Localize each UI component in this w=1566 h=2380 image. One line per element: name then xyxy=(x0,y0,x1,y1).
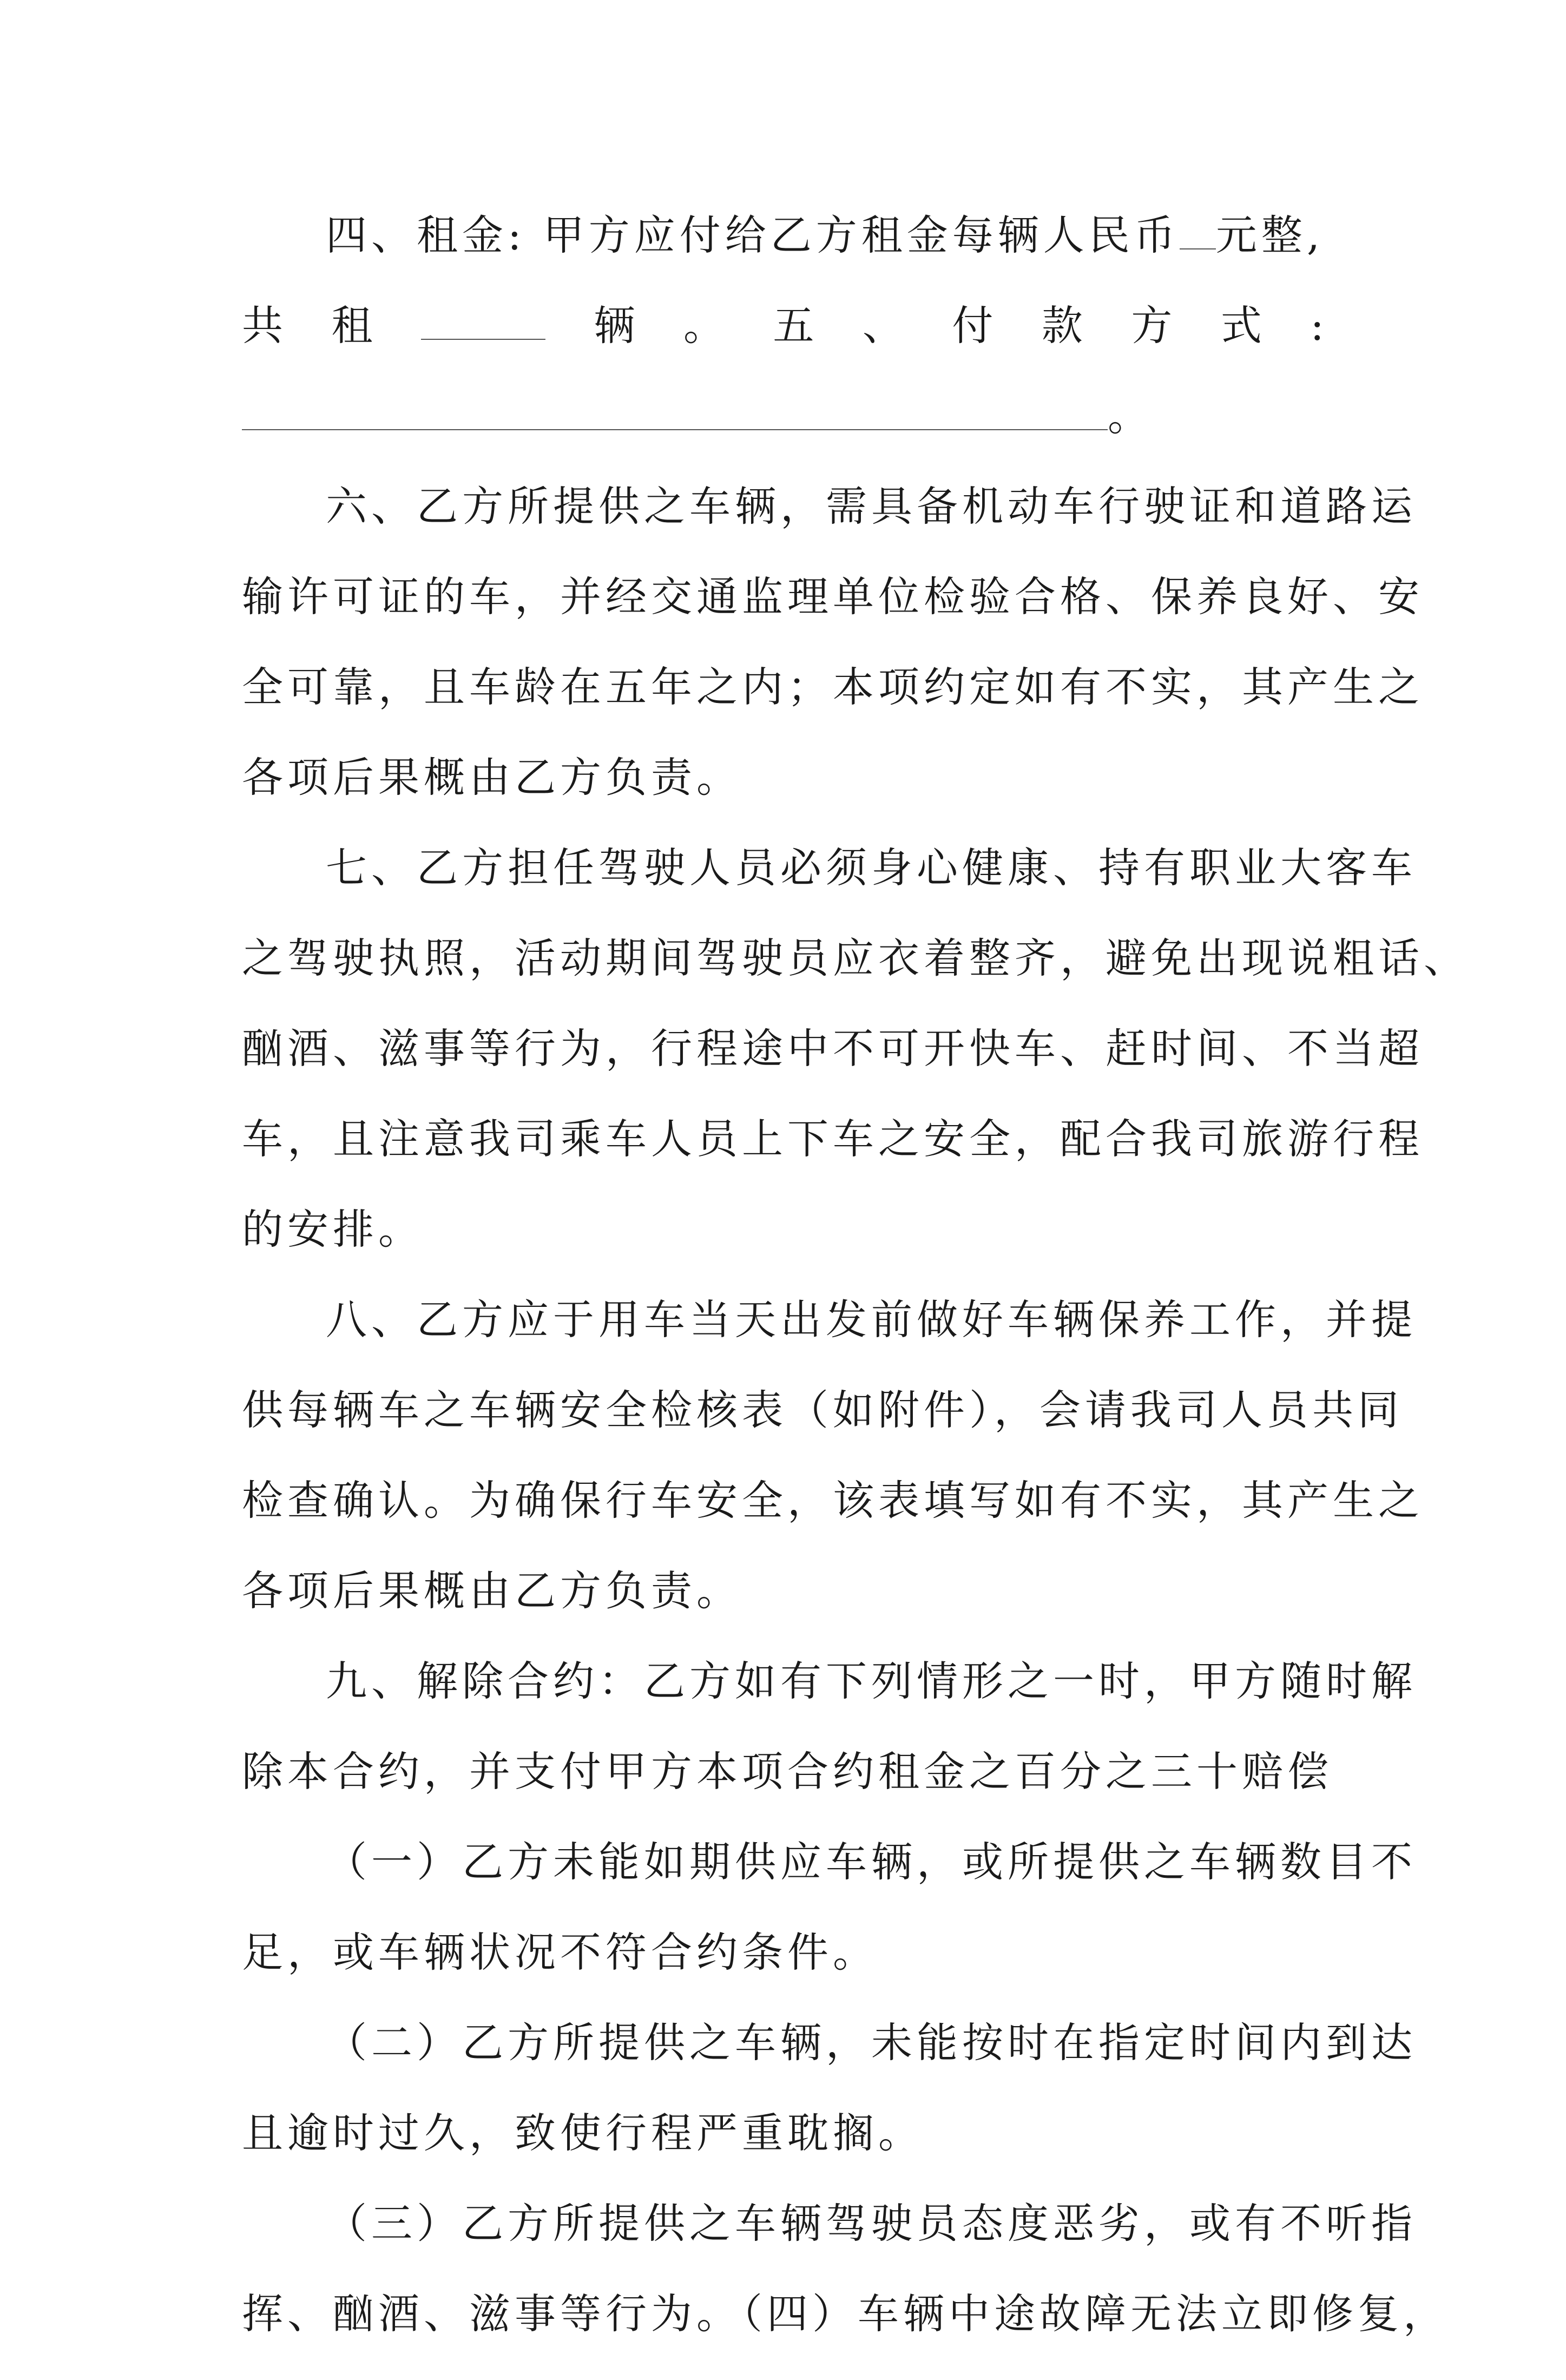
clause-6-line xyxy=(242,663,1424,712)
clause-9-2-line xyxy=(242,2109,1324,2158)
clause-4-line-1 xyxy=(242,211,1324,260)
clause-5-line-3 xyxy=(242,392,1324,441)
clause-9-line xyxy=(242,1657,1417,1706)
text-char: 式 xyxy=(1220,301,1262,350)
clause-text: 车，且注意我司乘车人员上下车之安全，配合我司旅游行程 xyxy=(242,1115,1424,1163)
document-page xyxy=(242,211,1469,2380)
clause-text: 九、解除合约：乙方如有下列情形之一时，甲方随时解 xyxy=(326,1657,1417,1705)
clause-text: （二）乙方所提供之车辆，未能按时在指定时间内到达 xyxy=(326,2019,1417,2067)
clause-text: 挥、酗酒、滋事等行为。（四）车辆中途故障无法立即修复， xyxy=(242,2290,1449,2338)
clause-text: （一）乙方未能如期供应车辆，或所提供之车辆数目不 xyxy=(326,1838,1417,1886)
text-char: : xyxy=(1310,301,1324,350)
clause-text: 全可靠，且车龄在五年之内；本项约定如有不实，其产生之 xyxy=(242,663,1424,711)
clause-4-text: 四、租金: 甲方应付给乙方租金每辆人民币 xyxy=(326,211,1180,259)
clause-text: （三）乙方所提供之车辆驾驶员态度恶劣，或有不听指 xyxy=(326,2199,1417,2247)
text-char: 五 xyxy=(773,301,814,350)
clause-7-line xyxy=(242,1115,1424,1163)
clause-text: 除本合约，并支付甲方本项合约租金之百分之三十赔偿 xyxy=(242,1747,1333,1796)
clause-text: 酗酒、滋事等行为，行程途中不可开快车、赶时间、不当超 xyxy=(242,1024,1424,1073)
clause-text: 的安排。 xyxy=(242,1205,424,1253)
clause-text: 且逾时过久，致使行程严重耽搁。 xyxy=(242,2109,924,2157)
clause-text: 六、乙方所提供之车辆，需具备机动车行驶证和道路运 xyxy=(326,482,1417,530)
clause-8-line xyxy=(242,1476,1424,1525)
clause-text: 输许可证的车，并经交通监理单位检验合格、保养良好、安 xyxy=(242,573,1424,621)
text-char: 租 xyxy=(331,301,373,350)
clause-8-line xyxy=(242,1567,1324,1615)
text-char: 。 xyxy=(1108,392,1149,440)
clause-6-line xyxy=(242,753,1324,802)
clause-9-3-line xyxy=(242,2290,1449,2338)
text-char: 。 xyxy=(683,301,725,350)
vehicle-count-blank[interactable] xyxy=(421,306,545,340)
clause-9-1-line xyxy=(242,1838,1417,1886)
clause-text: 七、乙方担任驾驶人员必须身心健康、持有职业大客车 xyxy=(326,844,1417,892)
text-char: 共 xyxy=(242,301,283,350)
clause-9-3-line xyxy=(242,2199,1417,2248)
clause-text: 供每辆车之车辆安全检核表（如附件），会请我司人员共同 xyxy=(242,1386,1403,1434)
clause-8-line xyxy=(242,1296,1417,1344)
clause-7-line xyxy=(242,1024,1424,1073)
clause-text: 之驾驶执照，活动期间驾驶员应衣着整齐，避免出现说粗话、 xyxy=(242,934,1469,982)
clause-9-1-line xyxy=(242,1928,1324,1977)
clause-6-line xyxy=(242,482,1417,531)
clause-text: 各项后果概由乙方负责。 xyxy=(242,1567,742,1615)
rent-amount-blank[interactable] xyxy=(1180,216,1216,249)
clause-7-line xyxy=(242,1205,1324,1254)
clause-9-line xyxy=(242,1747,1333,1796)
clause-9-2-line xyxy=(242,2019,1417,2067)
text-char: 、 xyxy=(862,301,904,350)
clause-4-text-end: 元整, xyxy=(1215,211,1324,259)
clause-text: 足，或车辆状况不符合约条件。 xyxy=(242,1928,878,1976)
text-char: 辆 xyxy=(594,301,635,350)
clause-text: 各项后果概由乙方负责。 xyxy=(242,753,742,801)
text-char: 付 xyxy=(952,301,993,350)
payment-method-blank[interactable] xyxy=(242,397,1108,430)
clause-text: 八、乙方应于用车当天出发前做好车辆保养工作，并提 xyxy=(326,1296,1417,1344)
clause-8-line xyxy=(242,1386,1403,1435)
text-char: 方 xyxy=(1131,301,1173,350)
text-char: 款 xyxy=(1041,301,1083,350)
clause-7-line xyxy=(242,844,1417,892)
clause-4-line-2 xyxy=(242,301,1324,350)
clause-6-line xyxy=(242,573,1424,621)
clause-7-line xyxy=(242,934,1469,983)
clause-text: 检查确认。为确保行车安全，该表填写如有不实，其产生之 xyxy=(242,1476,1424,1524)
